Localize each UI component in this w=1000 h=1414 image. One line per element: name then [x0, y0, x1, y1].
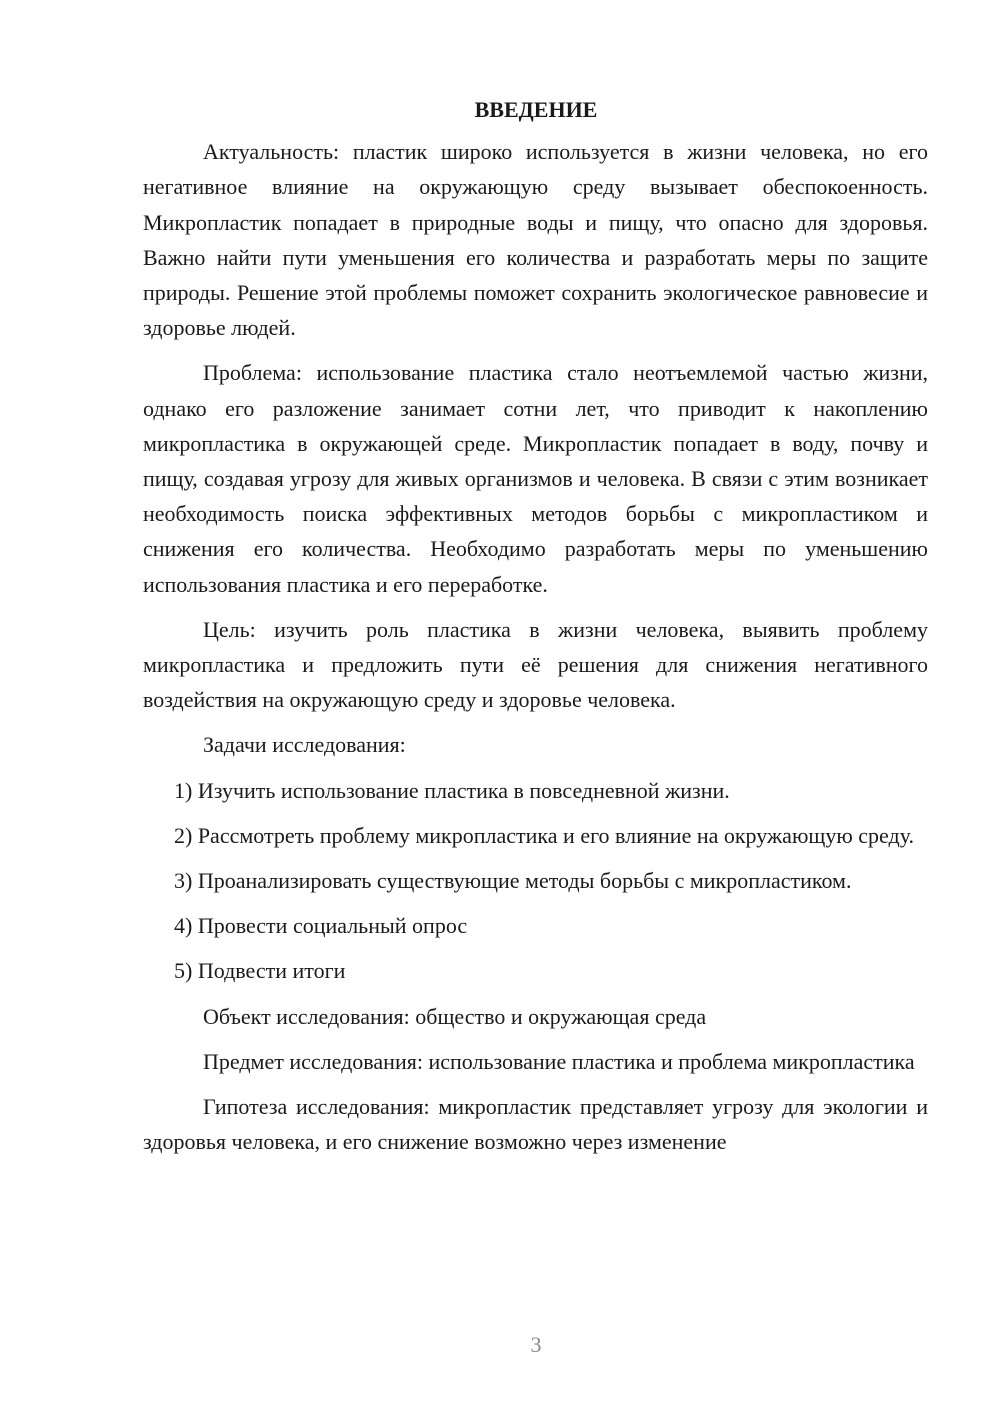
- task-item: 3) Проанализировать существующие методы борьбы с микропластиком.: [174, 868, 852, 894]
- task-item: 2) Рассмотреть проблему микропластика и его влияние на окружающую среду.: [174, 822, 914, 848]
- relevance-paragraph: Актуальность: пластик широко используется в жизни человека, но его негативное влияние на окружающую среду вызывает обеспокоенность. Микропластик попадает в природные воды и пищу, что опасно для здоровья. Важно найти пути уменьшения его количества и разработать меры по защите природы. Решение этой проблемы поможет сохранить экологическое равновесие и здоровье людей.: [143, 139, 928, 341]
- task-item: 1) Изучить использование пластика в повседневной жизни.: [174, 777, 730, 803]
- task-item: 4) Провести социальный опрос: [174, 913, 468, 939]
- problem-paragraph: Проблема: использование пластика стало неотъемлемой частью жизни, однако его разложение занимает сотни лет, что приводит к накоплению микропластика в окружающей среде. Микропластик попадает в воду, почву и пищу, создавая угрозу для живых организмов и человека. В связи с этим возникает необходимость поиска эффективных методов борьбы с микропластиком и снижения его количества. Необходимо разработать меры по уменьшению использования пластика и его переработке.: [143, 360, 928, 597]
- task-item: 5) Подвести итоги: [174, 958, 346, 984]
- hypothesis-paragraph: Гипотеза исследования: микропластик представляет угрозу для экологии и здоровья человека, и его снижение возможно через изменение: [143, 1094, 928, 1155]
- goal-paragraph: Цель: изучить роль пластика в жизни человека, выявить проблему микропластика и предложить пути её решения для снижения негативного воздействия на окружающую среду и здоровье человека.: [143, 616, 928, 713]
- object-paragraph: Объект исследования: общество и окружающая среда: [203, 1003, 707, 1029]
- document-page: [143, 92, 928, 1169]
- page-number: 3: [530, 1332, 542, 1357]
- tasks-heading: Задачи исследования:: [203, 732, 406, 758]
- subject-paragraph: Предмет исследования: использование пластика и проблема микропластика: [203, 1048, 915, 1074]
- section-title: ВВЕДЕНИЕ: [474, 97, 598, 122]
